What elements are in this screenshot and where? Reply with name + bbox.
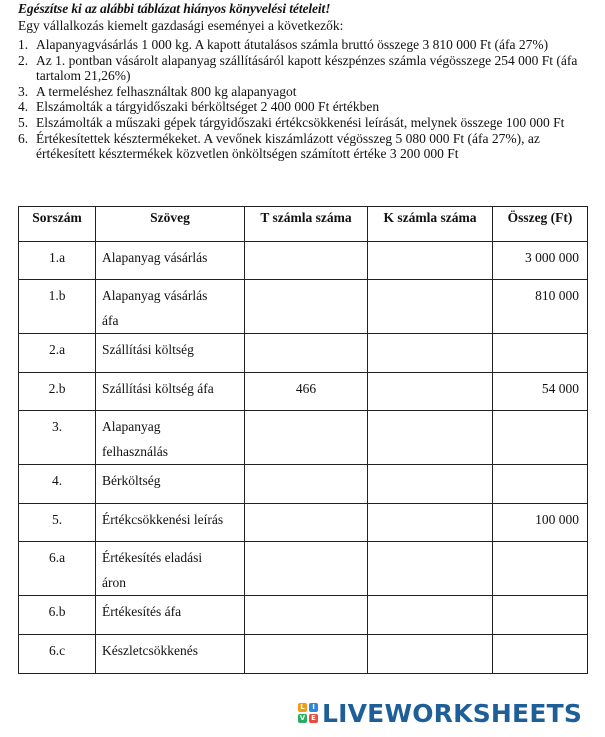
list-item bbox=[0, 53, 585, 84]
task-list bbox=[0, 37, 585, 162]
cell-t-szamla[interactable] bbox=[245, 334, 368, 373]
cell-t-szamla[interactable] bbox=[245, 280, 368, 334]
list-item bbox=[0, 99, 585, 115]
cell-osszeg[interactable]: 54 000 bbox=[493, 373, 588, 411]
list-item bbox=[0, 131, 585, 162]
item-number: 4. bbox=[18, 99, 29, 115]
cell-k-szamla[interactable] bbox=[368, 504, 493, 542]
cell-k-szamla[interactable] bbox=[368, 596, 493, 635]
cell-sorszam: 1.a bbox=[19, 242, 96, 280]
cell-szoveg-line: felhasználás bbox=[102, 444, 168, 459]
cell-t-szamla[interactable] bbox=[245, 411, 368, 465]
cell-k-szamla[interactable] bbox=[368, 542, 493, 596]
cell-k-szamla[interactable] bbox=[368, 280, 493, 334]
cell-k-szamla[interactable] bbox=[368, 411, 493, 465]
cell-szoveg bbox=[96, 280, 245, 334]
cell-szoveg bbox=[96, 242, 245, 280]
list-item bbox=[0, 115, 585, 131]
table-row bbox=[19, 411, 588, 465]
cell-szoveg-line: Alapanyag vásárlás bbox=[102, 288, 208, 303]
cell-szoveg bbox=[96, 504, 245, 542]
cell-t-szamla[interactable]: 466 bbox=[245, 373, 368, 411]
list-item bbox=[0, 37, 585, 53]
table-row bbox=[19, 242, 588, 280]
cell-sorszam: 2.b bbox=[19, 373, 96, 411]
cell-szoveg-line: Alapanyag vásárlás bbox=[102, 250, 208, 265]
cell-sorszam: 4. bbox=[19, 465, 96, 504]
cell-t-szamla[interactable] bbox=[245, 465, 368, 504]
cell-k-szamla[interactable] bbox=[368, 373, 493, 411]
item-number: 6. bbox=[18, 130, 29, 146]
header-k-szamla: K számla száma bbox=[368, 207, 493, 242]
item-number: 2. bbox=[18, 52, 29, 68]
cell-k-szamla[interactable] bbox=[368, 465, 493, 504]
header-osszeg: Összeg (Ft) bbox=[493, 207, 588, 242]
table-row bbox=[19, 373, 588, 411]
cell-szoveg-line: Alapanyag bbox=[102, 419, 161, 434]
cell-sorszam: 5. bbox=[19, 504, 96, 542]
logo-text: LIVEWORKSHEETS bbox=[322, 698, 583, 728]
table-header-row bbox=[19, 207, 588, 242]
cell-szoveg bbox=[96, 411, 245, 465]
item-number: 5. bbox=[18, 114, 29, 130]
cell-t-szamla[interactable] bbox=[245, 596, 368, 635]
cell-szoveg-line: Értékcsökkenési leírás bbox=[102, 512, 224, 527]
table-row bbox=[19, 635, 588, 674]
ledger-table bbox=[18, 206, 588, 674]
cell-sorszam: 3. bbox=[19, 411, 96, 465]
liveworksheets-mark-icon: L I V E bbox=[298, 703, 318, 723]
cell-k-szamla[interactable] bbox=[368, 334, 493, 373]
intro-text: Egy vállalkozás kiemelt gazdasági eseményei a következők: bbox=[18, 18, 344, 33]
cell-osszeg[interactable] bbox=[493, 465, 588, 504]
item-text: Elszámolták a műszaki gépek tárgyidőszaki értékcsökkenési leírását, melynek összege 100 000 Ft bbox=[36, 114, 565, 130]
cell-sorszam: 1.b bbox=[19, 280, 96, 334]
table-row bbox=[19, 280, 588, 334]
ledger-body bbox=[19, 242, 588, 674]
cell-osszeg[interactable] bbox=[493, 542, 588, 596]
cell-osszeg[interactable] bbox=[493, 334, 588, 373]
cell-szoveg bbox=[96, 596, 245, 635]
cell-szoveg-line: Szállítási költség áfa bbox=[102, 381, 214, 396]
header-sorszam: Sorszám bbox=[19, 207, 96, 242]
item-number: 3. bbox=[18, 83, 29, 99]
page-title: Egészítse ki az alábbi táblázat hiányos könyvelési tételeit! bbox=[18, 1, 331, 16]
cell-szoveg-line: Bérköltség bbox=[102, 473, 161, 488]
cell-k-szamla[interactable] bbox=[368, 242, 493, 280]
cell-t-szamla[interactable] bbox=[245, 504, 368, 542]
cell-sorszam: 6.c bbox=[19, 635, 96, 674]
cell-szoveg-line: Készletcsökkenés bbox=[102, 643, 198, 658]
cell-szoveg-line: áfa bbox=[102, 313, 119, 328]
table-row bbox=[19, 334, 588, 373]
cell-szoveg bbox=[96, 334, 245, 373]
cell-osszeg[interactable]: 810 000 bbox=[493, 280, 588, 334]
table-row bbox=[19, 504, 588, 542]
cell-osszeg[interactable] bbox=[493, 635, 588, 674]
item-number: 1. bbox=[18, 37, 29, 52]
cell-szoveg-line: Értékesítés áfa bbox=[102, 604, 182, 619]
cell-szoveg-line: áron bbox=[102, 575, 126, 590]
item-text: Alapanyagvásárlás 1 000 kg. A kapott átutalásos számla bruttó összege 3 810 000 Ft (áfa 27%) bbox=[36, 37, 549, 52]
cell-sorszam: 6.b bbox=[19, 596, 96, 635]
cell-osszeg[interactable] bbox=[493, 596, 588, 635]
cell-t-szamla[interactable] bbox=[245, 542, 368, 596]
table-row bbox=[19, 542, 588, 596]
cell-szoveg-line: Értékesítés eladási bbox=[102, 550, 203, 565]
cell-szoveg-line: Szállítási költség bbox=[102, 342, 194, 357]
item-text: Értékesítettek késztermékeket. A vevőnek kiszámlázott végösszeg 5 080 000 Ft (áfa 27%), az értékesített késztermékek közvetlen önköltségen számított értéke 3 200 000 Ft bbox=[36, 130, 540, 162]
cell-osszeg[interactable] bbox=[493, 411, 588, 465]
item-text: Az 1. pontban vásárolt alapanyag szállításáról kapott készpénzes számla végösszege 254 000 Ft (áfa tartalom 21,26%) bbox=[36, 52, 578, 84]
cell-szoveg bbox=[96, 635, 245, 674]
header-t-szamla: T számla száma bbox=[245, 207, 368, 242]
cell-sorszam: 2.a bbox=[19, 334, 96, 373]
table-row bbox=[19, 596, 588, 635]
cell-szoveg bbox=[96, 373, 245, 411]
cell-k-szamla[interactable] bbox=[368, 635, 493, 674]
cell-osszeg[interactable]: 100 000 bbox=[493, 504, 588, 542]
cell-osszeg[interactable]: 3 000 000 bbox=[493, 242, 588, 280]
cell-szoveg bbox=[96, 542, 245, 596]
list-item bbox=[0, 84, 585, 100]
table-row bbox=[19, 465, 588, 504]
item-text: A termeléshez felhasználtak 800 kg alapanyagot bbox=[36, 83, 297, 99]
cell-t-szamla[interactable] bbox=[245, 242, 368, 280]
cell-szoveg bbox=[96, 465, 245, 504]
item-text: Elszámolták a tárgyidőszaki bérköltséget 2 400 000 Ft értékben bbox=[36, 99, 380, 115]
cell-t-szamla[interactable] bbox=[245, 635, 368, 674]
cell-sorszam: 6.a bbox=[19, 542, 96, 596]
header-szoveg: Szöveg bbox=[96, 207, 245, 242]
liveworksheets-logo bbox=[298, 699, 582, 727]
